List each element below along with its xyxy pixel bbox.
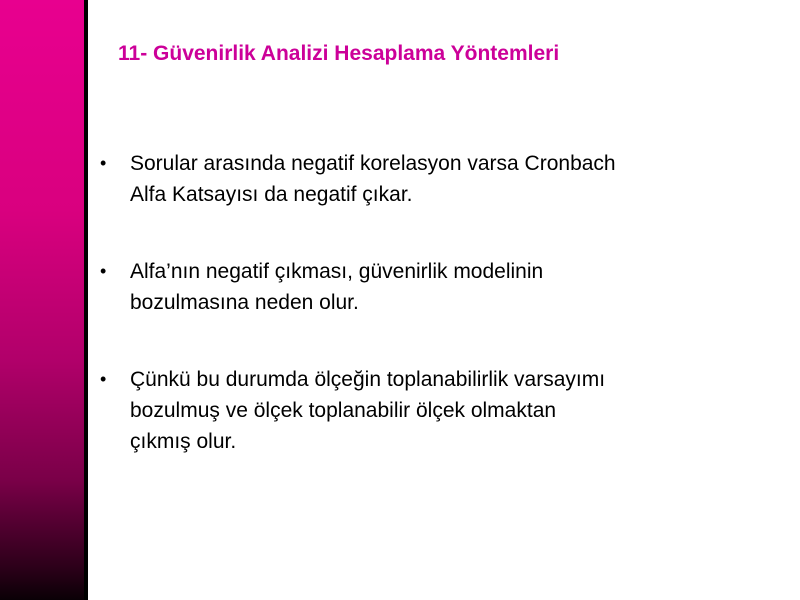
bullet-text-2-line-1: Alfa’nın negatif çıkması, güvenirlik modelinin: [130, 260, 544, 283]
sidebar-divider: [84, 0, 88, 600]
bullet-icon: •: [100, 369, 107, 389]
bullet-item-1: [100, 148, 760, 210]
bullet-list: [100, 148, 760, 503]
bullet-item-3: [100, 364, 760, 457]
bullet-text-3-line-3: çıkmış olur.: [130, 430, 237, 453]
bullet-text-3-line-1: Çünkü bu durumda ölçeğin toplanabilirlik varsayımı: [130, 368, 606, 391]
bullet-text-1-line-2: Alfa Katsayısı da negatif çıkar.: [130, 183, 413, 206]
bullet-item-2: [100, 256, 760, 318]
bullet-icon: •: [100, 261, 107, 281]
bullet-text-2-line-2: bozulmasına neden olur.: [130, 291, 359, 314]
bullet-text-1-line-1: Sorular arasında negatif korelasyon varsa Cronbach: [130, 152, 616, 175]
bullet-icon: •: [100, 153, 107, 173]
slide-title: 11- Güvenirlik Analizi Hesaplama Yöntemleri: [118, 42, 560, 65]
sidebar-gradient: [0, 0, 84, 600]
bullet-text-3-line-2: bozulmuş ve ölçek toplanabilir ölçek olmaktan: [130, 399, 557, 422]
